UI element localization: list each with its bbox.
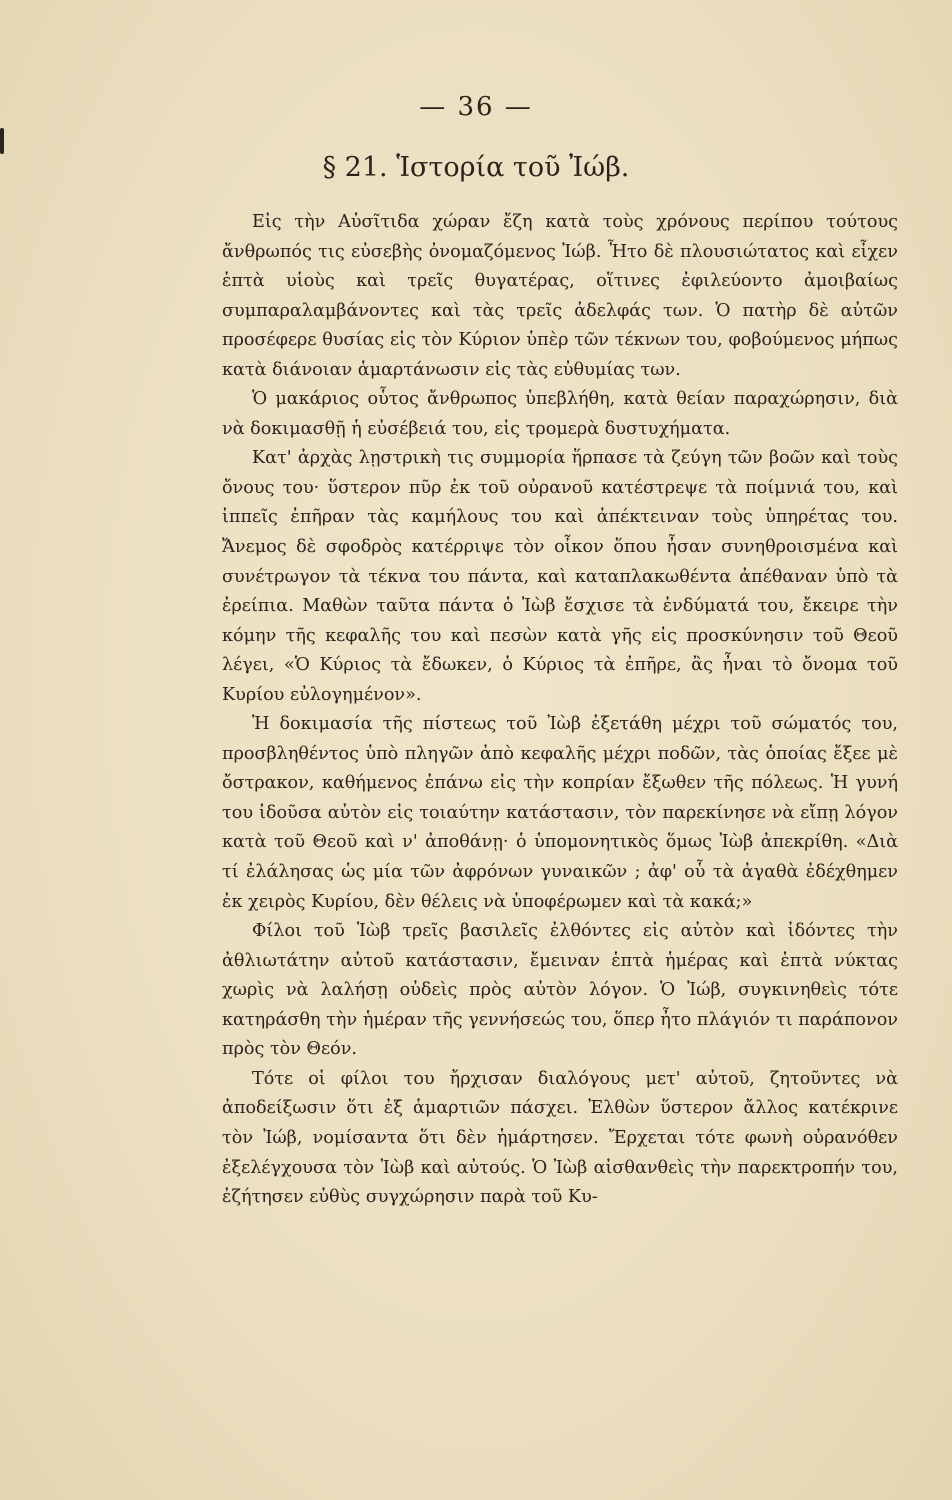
- body-text: [222, 208, 898, 1213]
- margin-mark: [0, 128, 4, 154]
- paragraph-5: Φίλοι τοῦ Ἰὼβ τρεῖς βασιλεῖς ἐλθόντες εἰς αὐτὸν καὶ ἰδόντες τὴν ἀθλιωτάτην αὐτοῦ κατάστασιν, ἔμειναν ἑπτὰ ἡμέρας καὶ ἑπτὰ νύκτας χωρὶς νὰ λαλήσῃ οὐδεὶς πρὸς αὐτὸν λόγον. Ὁ Ἰώβ, συγκινηθεὶς τότε κατηράσθη τὴν ἡμέραν τῆς γεννήσεώς του, ὅπερ ἦτο πλάγιόν τι παράπονον πρὸς τὸν Θεόν.: [222, 921, 898, 1060]
- paragraph-6: Τότε οἱ φίλοι του ἤρχισαν διαλόγους μετ' αὐτοῦ, ζητοῦντες νὰ ἀποδείξωσιν ὅτι ἐξ ἁμαρτιῶν πάσχει. Ἐλθὼν ὕστερον ἄλλος κατέκρινε τὸν Ἰώβ, νομίσαντα ὅτι δὲν ἡμάρτησεν. Ἔρχεται τότε φωνὴ οὐρανόθεν ἐξελέγχουσα τὸν Ἰὼβ καὶ αὐτούς. Ὁ Ἰὼβ αἰσθανθεὶς τὴν παρεκτροπήν του, ἐζήτησεν εὐθὺς συγχώρησιν παρὰ τοῦ Κυ-: [222, 1068, 898, 1208]
- section-heading: § 21. Ἱστορία τοῦ Ἰώβ.: [322, 152, 630, 183]
- paragraph-4: Ἡ δοκιμασία τῆς πίστεως τοῦ Ἰὼβ ἐξετάθη μέχρι τοῦ σώματός του, προσβληθέντος ὑπὸ πληγῶν ἀπὸ κεφαλῆς μέχρι ποδῶν, τὰς ὁποίας ἔξεε μὲ ὄστρακον, καθήμενος ἐπάνω εἰς τὴν κοπρίαν ἔξωθεν τῆς πόλεως. Ἡ γυνή του ἰδοῦσα αὐτὸν εἰς τοιαύτην κατάστασιν, τὸν παρεκίνησε νὰ εἴπῃ λόγον κατὰ τοῦ Θεοῦ καὶ ν' ἀποθάνῃ· ὁ ὑπομονητικὸς ὅμως Ἰὼβ ἀπεκρίθη. «Διὰ τί ἐλάλησας ὡς μία τῶν ἀφρόνων γυναικῶν ; ἀφ' οὗ τὰ ἀγαθὰ ἐδέχθημεν ἐκ χειρὸς Κυρίου, δὲν θέλεις νὰ ὑποφέρωμεν καὶ τὰ κακά;»: [222, 714, 898, 912]
- paragraph-2: Ὁ μακάριος οὗτος ἄνθρωπος ὑπεβλήθη, κατὰ θείαν παραχώρησιν, διὰ νὰ δοκιμασθῇ ἡ εὐσέβειά του, εἰς τρομερὰ δυστυχήματα.: [222, 389, 898, 439]
- paragraph-3: Κατ' ἀρχὰς λῃστρικὴ τις συμμορία ἥρπασε τὰ ζεύγη τῶν βοῶν καὶ τοὺς ὄνους του· ὕστερον πῦρ ἐκ τοῦ οὐρανοῦ κατέστρεψε τὰ ποίμνιά του, καὶ ἱππεῖς ἐπῆραν τὰς καμήλους του καὶ ἀπέκτειναν τοὺς ὑπηρέτας του. Ἄνεμος δὲ σφοδρὸς κατέρριψε τὸν οἶκον ὅπου ἦσαν συνηθροισμένα καὶ συνέτρωγον τὰ τέκνα του πάντα, καὶ καταπλακωθέντα ἀπέθαναν ὑπὸ τὰ ἐρείπια. Μαθὼν ταῦτα πάντα ὁ Ἰὼβ ἔσχισε τὰ ἐνδύματά του, ἔκειρε τὴν κόμην τῆς κεφαλῆς του καὶ πεσὼν κατὰ γῆς εἰς προσκύνησιν τοῦ Θεοῦ λέγει, «Ὁ Κύριος τὰ ἔδωκεν, ὁ Κύριος τὰ ἐπῆρε, ἂς ἦναι τὸ ὄνομα τοῦ Κυρίου εὐλογημένον».: [222, 448, 898, 705]
- paragraph-1: Εἰς τὴν Αὐσῖτιδα χώραν ἔζη κατὰ τοὺς χρόνους περίπου τούτους ἄνθρωπός τις εὐσεβὴς ὀνομαζόμενος Ἰώβ. Ἦτο δὲ πλουσιώτατος καὶ εἶχεν ἑπτὰ υἱοὺς καὶ τρεῖς θυγατέρας, οἵτινες ἐφιλεύοντο ἀμοιβαίως συμπαραλαμβάνοντες καὶ τὰς τρεῖς ἀδελφάς των. Ὁ πατὴρ δὲ αὐτῶν προσέφερε θυσίας εἰς τὸν Κύριον ὑπὲρ τῶν τέκνων του, φοβούμενος μήπως κατὰ διάνοιαν ἁμαρτάνωσιν εἰς τὰς εὐθυμίας των.: [222, 212, 898, 380]
- page-number: — 36 —: [419, 92, 533, 122]
